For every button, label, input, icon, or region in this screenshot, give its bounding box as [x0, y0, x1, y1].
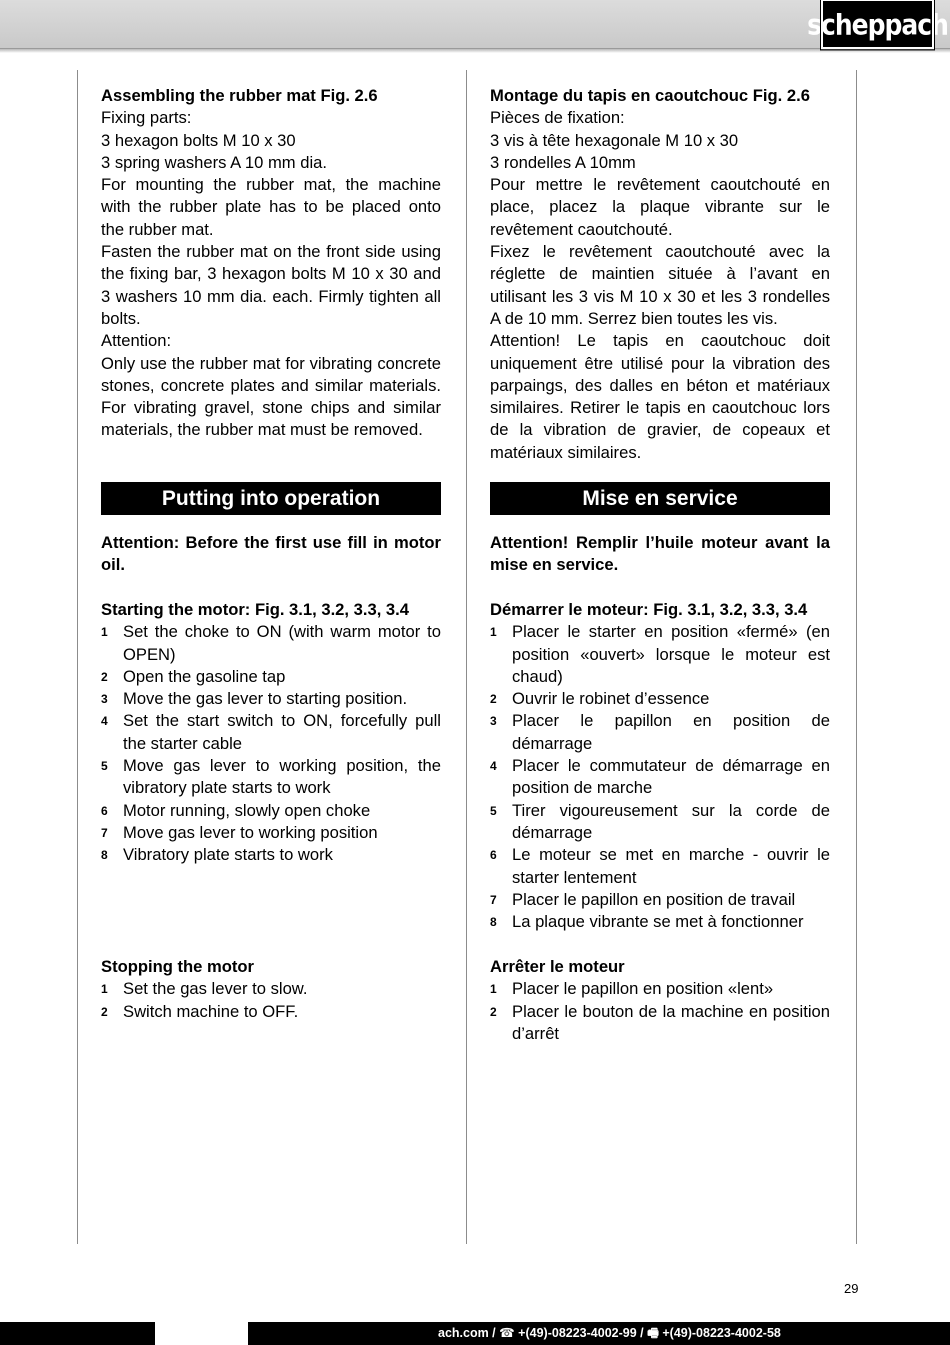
paragraph: Pour mettre le revêtement caoutchouté en place, placez la plaque vibrante sur le revêtement caoutchouté.	[490, 175, 830, 239]
list-item	[490, 911, 830, 933]
step-number: 1	[101, 625, 108, 640]
step-text: Set the start switch to ON, forcefully pull the starter cable	[123, 711, 441, 753]
list-item	[490, 688, 830, 710]
step-number: 6	[490, 848, 497, 863]
footer-bar-left	[0, 1322, 155, 1345]
section-heading-bar: Putting into operation	[101, 482, 441, 515]
list-item	[101, 844, 441, 866]
paragraph: Fixez le revêtement caoutchouté avec la réglette de maintien située à l’avant en utilisant les 3 vis M 10 x 30 et les 3 rondelles A de 10 mm. Serrez bien toutes les vis.	[490, 242, 830, 328]
step-number: 4	[101, 714, 108, 729]
step-number: 7	[490, 892, 497, 907]
paragraph: For mounting the rubber mat, the machine with the rubber plate has to be placed onto the rubber mat.	[101, 175, 441, 239]
footer-contact: ach.com / ☎ +(49)-08223-4002-99 / 🖷 +(49)-08223-4002-58	[438, 1326, 781, 1340]
step-text: Placer le papillon en position de travail	[512, 889, 796, 909]
list-item	[490, 710, 830, 755]
step-text: La plaque vibrante se met à fonctionner	[512, 912, 804, 932]
step-number: 2	[101, 669, 108, 684]
step-text: Move gas lever to working position, the vibratory plate starts to work	[123, 756, 441, 798]
step-number: 1	[101, 982, 108, 997]
list-item	[490, 755, 830, 800]
step-text: Placer le papillon en position de démarrage	[512, 711, 830, 753]
step-number: 8	[490, 915, 497, 930]
step-text: Placer le papillon en position «lent»	[512, 979, 774, 999]
list-item	[101, 755, 441, 800]
step-text: Placer le starter en position «fermé» (en position «ouvert» lorsque le moteur est chaud)	[512, 622, 830, 686]
list-item	[490, 800, 830, 845]
attention-oil-note	[101, 532, 441, 577]
step-text: Le moteur se met en marche - ouvrir le starter lentement	[512, 845, 830, 887]
step-number: 3	[101, 692, 108, 707]
section-title: Arrêter le moteur	[490, 957, 625, 976]
header-shadow	[0, 49, 950, 53]
section-title: Démarrer le moteur: Fig. 3.1, 3.2, 3.3, 3.4	[490, 600, 808, 619]
attention-oil-text: Attention: Before the first use fill in motor oil.	[101, 533, 441, 575]
list-item	[490, 1001, 830, 1046]
step-text: Move the gas lever to starting position.	[123, 689, 408, 709]
fixing-parts-line: Fixing parts:	[101, 108, 192, 128]
logo-text: scheppach	[807, 7, 948, 41]
step-text: Open the gasoline tap	[123, 666, 286, 686]
rubber-mat-section	[101, 85, 441, 442]
step-number: 4	[490, 759, 497, 774]
list-item	[101, 666, 441, 688]
scheppach-logo	[807, 0, 948, 49]
paragraph: Fasten the rubber mat on the front side using the fixing bar, 3 hexagon bolts M 10 x 30 and 3 washers 10 mm dia. each. Firmly tighten all bolts.	[101, 242, 441, 328]
fixing-parts-line: Pièces de fixation:	[490, 108, 625, 128]
list-item	[101, 688, 441, 710]
list-item	[101, 621, 441, 666]
step-number: 8	[101, 848, 108, 863]
section-heading-bar: Mise en service	[490, 482, 830, 515]
list-item	[490, 978, 830, 1000]
step-text: Motor running, slowly open choke	[123, 800, 371, 820]
step-number: 2	[490, 1004, 497, 1019]
list-item	[490, 621, 830, 688]
step-number: 5	[101, 759, 108, 774]
step-text: Tirer vigoureusement sur la corde de démarrage	[512, 800, 830, 842]
left-rule	[77, 70, 78, 1244]
section-title: Starting the motor: Fig. 3.1, 3.2, 3.3, 3.4	[101, 600, 409, 619]
paragraph: Only use the rubber mat for vibrating concrete stones, concrete plates and similar materials. For vibrating gravel, stone chips and similar materials, the rubber mat must be removed.	[101, 353, 441, 440]
step-number: 1	[490, 625, 497, 640]
step-number: 1	[490, 982, 497, 997]
step-number: 6	[101, 803, 108, 818]
step-number: 2	[101, 1004, 108, 1019]
attention-oil-note	[490, 532, 830, 577]
list-item	[101, 822, 441, 844]
center-rule	[466, 70, 467, 1244]
step-number: 3	[490, 714, 497, 729]
fixing-parts-line: 3 spring washers A 10 mm dia.	[101, 152, 327, 172]
list-item	[101, 710, 441, 755]
right-rule	[856, 70, 857, 1244]
step-number: 2	[490, 692, 497, 707]
fixing-parts-line: 3 vis à tête hexagonale M 10 x 30	[490, 130, 739, 150]
stopping-motor-section	[490, 956, 830, 1045]
list-item	[101, 978, 441, 1000]
step-text: Placer le bouton de la machine en position d’arrêt	[512, 1001, 830, 1043]
footer-bar-right	[248, 1322, 950, 1345]
section-title: Assembling the rubber mat Fig. 2.6	[101, 86, 378, 105]
rubber-mat-section	[490, 85, 830, 464]
step-text: Switch machine to OFF.	[123, 1001, 299, 1021]
step-text: Placer le commutateur de démarrage en position de marche	[512, 756, 830, 798]
step-number: 5	[490, 803, 497, 818]
stopping-motor-section	[101, 956, 441, 1023]
section-title: Stopping the motor	[101, 957, 255, 976]
list-item	[101, 1001, 441, 1023]
paragraph: Attention! Le tapis en caoutchouc doit uniquement être utilisé pour la vibration des parpaings, des dalles en béton et matériaux similaires. Retirer le tapis en caoutchouc lors de la vibration de gravier, de copeaux et matériaux similaires.	[490, 331, 830, 462]
list-item	[490, 844, 830, 889]
stopping-steps-list	[490, 978, 830, 1045]
attention-label: Attention:	[101, 331, 172, 351]
stopping-steps-list	[101, 978, 441, 1023]
page-number: 29	[844, 1281, 859, 1296]
step-text: Vibratory plate starts to work	[123, 845, 333, 865]
starting-steps-list	[490, 621, 830, 933]
list-item	[101, 800, 441, 822]
starting-motor-section	[101, 599, 441, 867]
starting-motor-section	[490, 599, 830, 933]
fixing-parts-line: 3 rondelles A 10mm	[490, 152, 636, 172]
step-text: Set the gas lever to slow.	[123, 979, 308, 999]
step-number: 7	[101, 825, 108, 840]
list-item	[490, 889, 830, 911]
fixing-parts-line: 3 hexagon bolts M 10 x 30	[101, 130, 296, 150]
attention-oil-text: Attention! Remplir l’huile moteur avant la mise en service.	[490, 533, 830, 575]
starting-steps-list	[101, 621, 441, 866]
step-text: Ouvrir le robinet d’essence	[512, 689, 710, 709]
section-title: Montage du tapis en caoutchouc Fig. 2.6	[490, 86, 810, 105]
step-text: Set the choke to ON (with warm motor to OPEN)	[123, 622, 441, 664]
step-text: Move gas lever to working position	[123, 822, 378, 842]
